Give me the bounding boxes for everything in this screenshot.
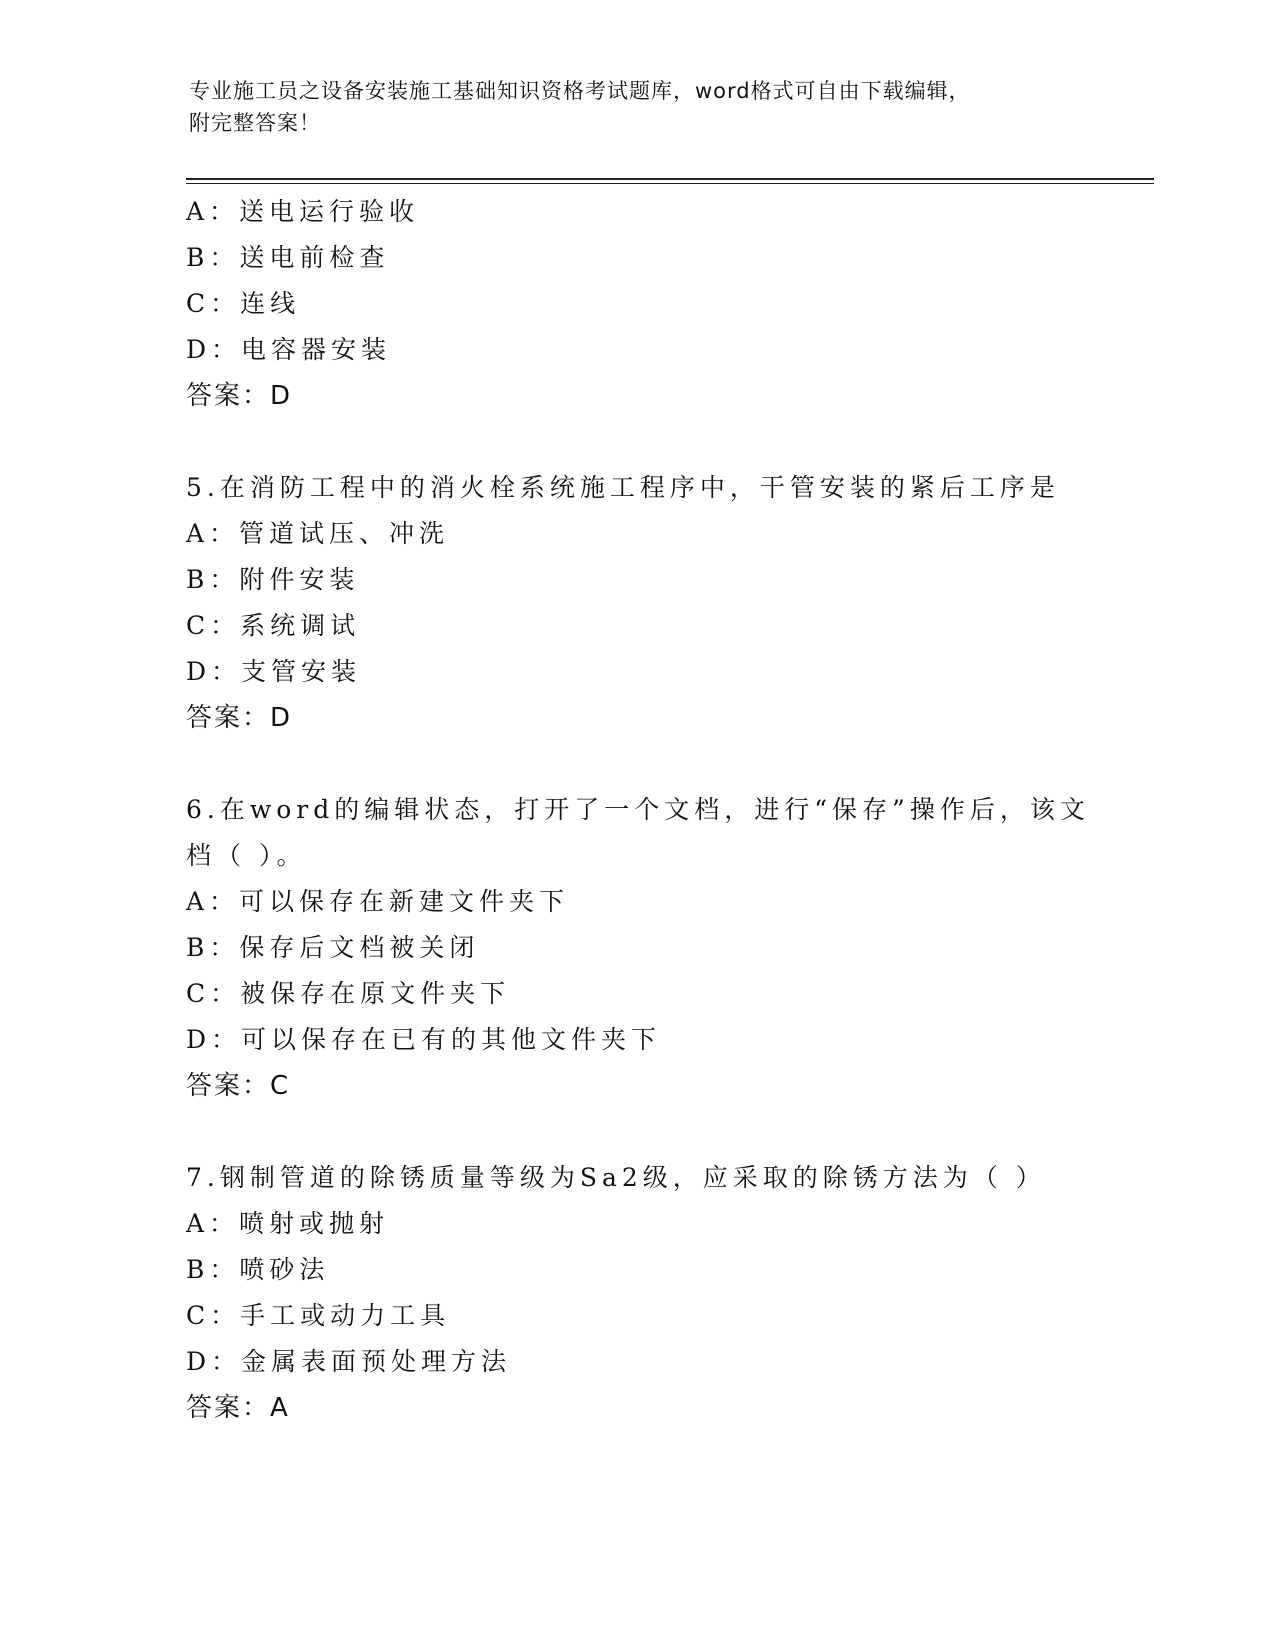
question-block — [186, 189, 1116, 419]
option-b: B：喷砂法 — [186, 1255, 330, 1284]
option-d: D：支管安装 — [186, 657, 362, 686]
question-stem: 7.钢制管道的除锈质量等级为Sa2级，应采取的除锈方法为（ ） — [186, 1163, 1046, 1192]
option-d: D：可以保存在已有的其他文件夹下 — [186, 1025, 662, 1054]
answer: 答案：A — [186, 1393, 290, 1423]
question-stem: 5.在消防工程中的消火栓系统施工程序中，干管安装的紧后工序是 — [186, 473, 1060, 502]
spacer — [186, 419, 1116, 465]
header-divider-thin — [186, 183, 1154, 184]
spacer — [186, 741, 1116, 787]
option-a: A：送电运行验收 — [186, 197, 420, 226]
question-block — [186, 787, 1116, 1109]
header-line-2: 附完整答案！ — [189, 111, 321, 135]
document-header — [189, 75, 1069, 139]
header-divider — [186, 178, 1154, 180]
question-stem: 6.在word的编辑状态，打开了一个文档，进行“保存”操作后，该文档（ ）。 — [186, 795, 1090, 870]
option-b: B：保存后文档被关闭 — [186, 933, 480, 962]
option-a: A：喷射或抛射 — [186, 1209, 390, 1238]
option-c: C：连线 — [186, 289, 301, 318]
option-a: A：管道试压、冲洗 — [186, 519, 450, 548]
option-c: C：手工或动力工具 — [186, 1301, 451, 1330]
answer: 答案：C — [186, 1071, 291, 1101]
option-c: C：系统调试 — [186, 611, 361, 640]
option-d: D：金属表面预处理方法 — [186, 1347, 512, 1376]
question-block — [186, 465, 1116, 741]
question-list — [186, 189, 1116, 1431]
answer: 答案：D — [186, 703, 293, 733]
option-b: B：送电前检查 — [186, 243, 390, 272]
question-block — [186, 1155, 1116, 1431]
option-b: B：附件安装 — [186, 565, 360, 594]
spacer — [186, 1109, 1116, 1155]
option-d: D：电容器安装 — [186, 335, 392, 364]
option-c: C：被保存在原文件夹下 — [186, 979, 511, 1008]
header-line-1: 专业施工员之设备安装施工基础知识资格考试题库，word格式可自由下载编辑， — [189, 79, 971, 103]
option-a: A：可以保存在新建文件夹下 — [186, 887, 570, 916]
answer: 答案：D — [186, 381, 293, 411]
